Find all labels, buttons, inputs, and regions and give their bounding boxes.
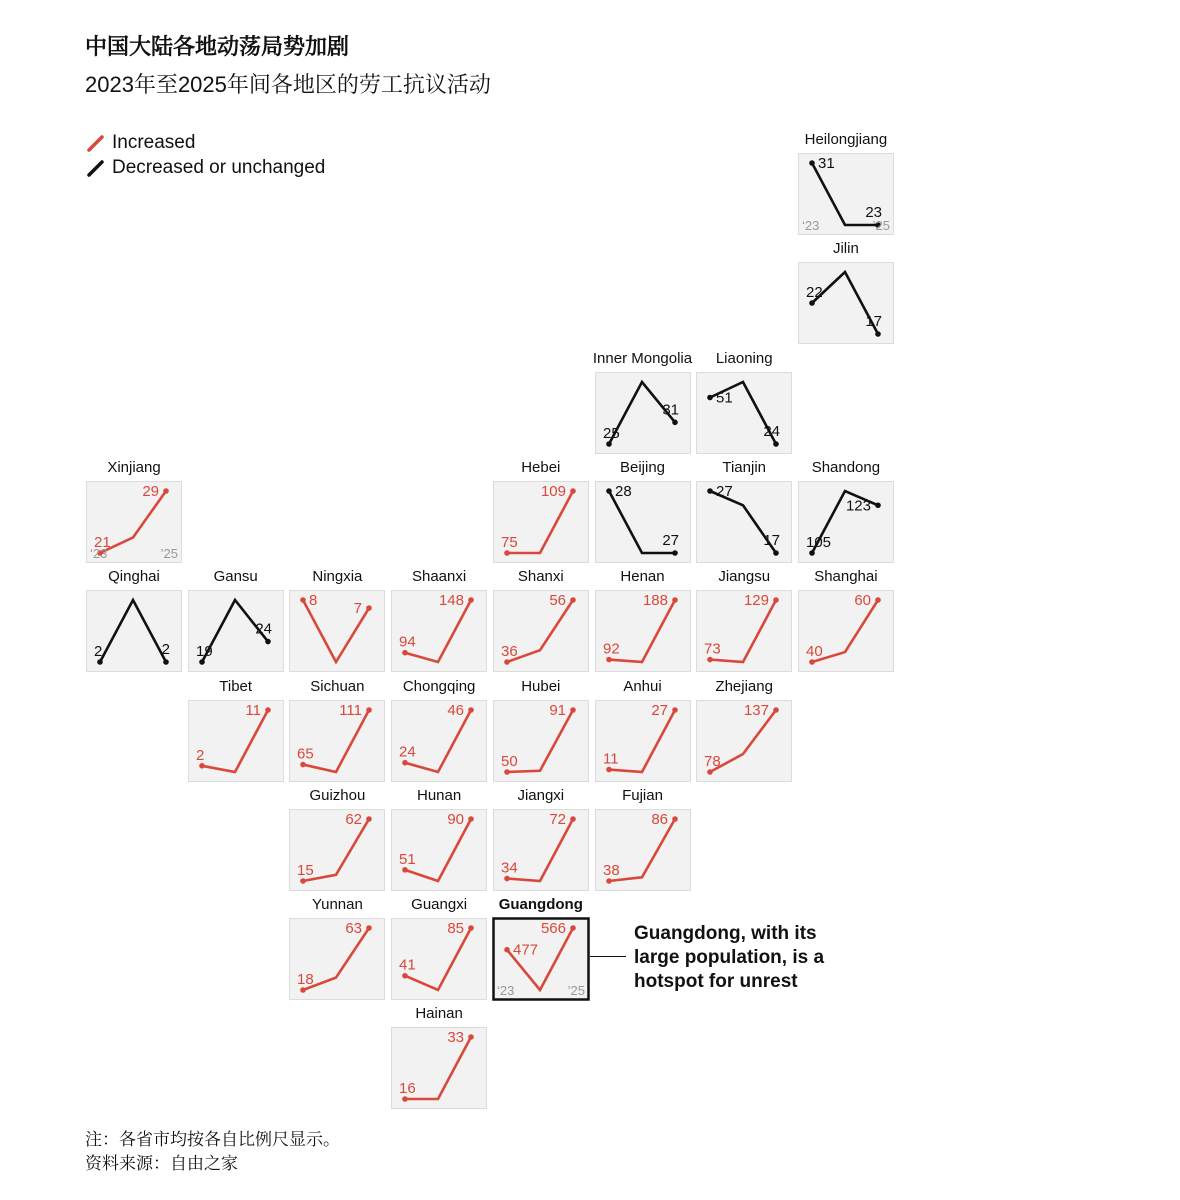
value-label-2023: 92	[602, 640, 620, 658]
region-label: Tibet	[219, 677, 253, 695]
value-label-2025: 90	[447, 810, 465, 828]
sparkline-chart	[289, 700, 385, 782]
annotation-guangdong: Guangdong, with its large population, is a hotspot for unrest	[634, 923, 825, 992]
value-label-2025: 33	[447, 1029, 465, 1047]
year-label-end: ’25	[160, 545, 178, 561]
region-label: Shanxi	[517, 568, 564, 586]
region-tile-anhui	[595, 677, 691, 782]
value-label-2025: 111	[339, 701, 363, 719]
point-2025	[163, 488, 169, 494]
value-label-2023: 65	[297, 745, 315, 763]
region-tile-inner-mongolia	[592, 349, 693, 454]
point-2025	[570, 816, 576, 822]
footer	[85, 1128, 340, 1176]
value-label-2025: 24	[255, 620, 272, 638]
region-label: Tianjin	[722, 458, 766, 476]
region-tile-fujian	[595, 786, 691, 891]
point-2023	[809, 659, 815, 665]
year-label-end: ’25	[872, 218, 890, 233]
value-label-2023: 15	[297, 861, 315, 879]
point-2025	[468, 925, 474, 931]
value-label-2025: 27	[650, 701, 668, 719]
region-label: Yunnan	[311, 896, 363, 914]
point-2023	[97, 659, 103, 665]
value-label-2023: 27	[716, 482, 733, 500]
value-label-2025: 63	[345, 920, 363, 938]
value-label-2023: 51	[399, 850, 416, 868]
region-label: Fujian	[622, 786, 663, 804]
point-2023	[402, 867, 408, 873]
value-label-2023: 51	[716, 389, 733, 407]
region-tile-tibet	[188, 677, 284, 782]
value-label-2025: 188	[642, 592, 668, 610]
year-label-start: ‘23	[90, 545, 108, 561]
region-tile-jiangxi	[493, 786, 589, 891]
region-tile-shanghai	[798, 568, 894, 672]
sparkline-chart	[289, 590, 385, 672]
point-2023	[199, 659, 205, 665]
sparkline-chart	[391, 918, 487, 1000]
sparkline-chart	[595, 481, 691, 563]
point-2025	[773, 441, 779, 447]
sparkline-chart	[595, 372, 691, 454]
point-2025	[773, 707, 779, 713]
point-2023	[707, 488, 713, 494]
year-label-end: ’25	[567, 983, 585, 999]
point-2023	[199, 763, 205, 769]
region-tile-hubei	[493, 677, 589, 782]
value-label-2025: 23	[865, 204, 882, 221]
region-tile-qinghai	[86, 568, 182, 672]
point-2025	[570, 597, 576, 603]
value-label-2023: 31	[817, 155, 835, 172]
point-2023	[301, 878, 307, 884]
region-label: Hunan	[416, 786, 462, 804]
point-2025	[570, 488, 576, 494]
value-label-2023: 8	[309, 592, 318, 610]
annotation-leader-line	[590, 956, 626, 957]
value-label-2025: 17	[763, 531, 781, 549]
sparkline-chart	[595, 809, 691, 891]
point-2025	[773, 597, 779, 603]
region-label: Guangxi	[411, 896, 468, 914]
point-2023	[504, 769, 510, 775]
region-tile-guangdong	[493, 896, 589, 1000]
region-label: Chongqing	[402, 677, 476, 695]
value-label-2023: 24	[399, 743, 416, 761]
point-2023	[402, 759, 408, 765]
point-2023	[504, 947, 510, 953]
region-label: Qinghai	[108, 568, 160, 586]
sparkline-chart	[493, 590, 589, 672]
region-tile-shandong	[798, 458, 894, 563]
point-2023	[707, 769, 713, 775]
sparkline-chart	[696, 372, 792, 454]
point-2025	[367, 605, 373, 611]
value-label-2025: 72	[549, 810, 566, 828]
region-label: Gansu	[213, 568, 258, 586]
sparkline-chart	[289, 809, 385, 891]
region-tile-beijing	[595, 458, 691, 563]
point-2025	[468, 597, 474, 603]
value-label-2023: 22	[805, 284, 823, 302]
value-label-2023: 94	[399, 633, 416, 651]
value-label-2023: 41	[399, 956, 416, 974]
sparkline-chart	[595, 700, 691, 782]
point-2023	[301, 761, 307, 767]
region-tile-liaoning	[696, 349, 792, 454]
value-label-2023: 34	[500, 859, 518, 877]
region-tile-sichuan	[289, 677, 385, 782]
sparkline-chart	[696, 481, 792, 563]
footer-note: 注：各省市均按各自比例尺显示。	[85, 1130, 340, 1149]
point-2023	[606, 441, 612, 447]
footer-source: 资料来源：自由之家	[85, 1154, 238, 1173]
region-label: Xinjiang	[107, 458, 161, 476]
point-2025	[672, 707, 678, 713]
point-2023	[606, 657, 612, 663]
point-2023	[809, 550, 815, 556]
point-2023	[504, 550, 510, 556]
value-label-2023: 36	[500, 643, 518, 661]
region-tile-guangxi	[391, 896, 487, 1000]
sparkline-chart	[595, 590, 691, 672]
point-2023	[707, 657, 713, 663]
region-label: Ningxia	[312, 568, 363, 586]
sparkline-chart	[798, 481, 894, 563]
value-label-2025: 91	[549, 701, 566, 719]
region-label: Hebei	[521, 458, 561, 476]
value-label-2023: 38	[602, 861, 620, 879]
value-label-2025: 2	[161, 641, 170, 659]
value-label-2023: 11	[602, 750, 619, 768]
point-2025	[468, 1035, 474, 1041]
region-tile-shaanxi	[391, 568, 487, 672]
sparkline-chart	[391, 1027, 487, 1109]
point-2025	[468, 707, 474, 713]
sparkline-chart	[188, 700, 284, 782]
region-tile-zhejiang	[696, 677, 792, 782]
point-2023	[707, 394, 713, 400]
region-tile-chongqing	[391, 677, 487, 782]
point-2025	[875, 502, 881, 508]
region-tile-ningxia	[289, 568, 385, 672]
legend-decreased-label: Decreased or unchanged	[112, 156, 326, 178]
value-label-2023: 50	[500, 752, 518, 770]
point-2023	[402, 1097, 408, 1103]
region-label: Henan	[620, 568, 665, 586]
point-2025	[570, 925, 576, 931]
sparkline-chart	[391, 590, 487, 672]
value-label-2025: 109	[540, 482, 566, 500]
sparkline-chart	[493, 700, 589, 782]
value-label-2023: 73	[704, 640, 721, 658]
region-label: Guangdong	[498, 896, 583, 914]
year-label-start: ‘23	[801, 218, 820, 233]
value-label-2025: 62	[345, 810, 363, 828]
region-label: Guizhou	[309, 786, 366, 804]
region-label: Hubei	[521, 677, 561, 695]
region-label: Heilongjiang	[804, 131, 888, 148]
point-2025	[468, 816, 474, 822]
sparkline-chart	[391, 700, 487, 782]
point-2025	[570, 707, 576, 713]
region-label: Shaanxi	[411, 568, 467, 586]
value-label-2025: 86	[650, 810, 668, 828]
value-label-2023: 78	[704, 752, 721, 770]
year-label-start: ‘23	[496, 983, 515, 999]
region-tile-hebei	[493, 458, 589, 563]
point-2023	[606, 488, 612, 494]
value-label-2023: 21	[94, 533, 111, 551]
point-2023	[809, 300, 815, 306]
value-label-2023: 19	[195, 643, 213, 661]
value-label-2025: 24	[763, 422, 781, 440]
value-label-2025: 7	[354, 600, 363, 618]
point-2023	[301, 987, 307, 993]
point-2023	[504, 659, 510, 665]
sparkline-chart	[493, 809, 589, 891]
sparkline-chart	[289, 918, 385, 1000]
value-label-2025: 85	[447, 920, 465, 938]
region-label: Zhejiang	[715, 677, 773, 695]
point-2025	[672, 597, 678, 603]
value-label-2023: 105	[805, 533, 831, 551]
sparkline-chart	[696, 590, 792, 672]
point-2023	[402, 973, 408, 979]
value-label-2025: 31	[661, 400, 679, 418]
value-label-2025: 137	[744, 701, 770, 719]
value-label-2025: 129	[744, 592, 770, 610]
region-tile-yunnan	[289, 896, 385, 1000]
point-2025	[265, 639, 271, 645]
point-2023	[809, 160, 815, 166]
chart-title: 中国大陆各地动荡局势加剧	[85, 34, 350, 59]
sparkline-chart	[391, 809, 487, 891]
region-tile-gansu	[188, 568, 284, 672]
point-2025	[367, 707, 373, 713]
value-label-2023: 28	[614, 482, 632, 500]
point-2025	[672, 550, 678, 556]
point-2025	[773, 550, 779, 556]
region-label: Shanghai	[814, 568, 878, 586]
value-label-2023: 40	[805, 643, 823, 661]
region-tile-shanxi	[493, 568, 589, 672]
region-label: Shandong	[811, 458, 881, 476]
value-label-2025: 46	[447, 701, 465, 719]
value-label-2023: 16	[399, 1080, 416, 1098]
point-2025	[875, 597, 881, 603]
value-label-2025: 17	[865, 313, 882, 331]
region-label: Anhui	[623, 677, 662, 695]
region-tile-henan	[595, 568, 691, 672]
value-label-2025: 60	[854, 592, 871, 610]
value-label-2023: 25	[602, 424, 620, 442]
region-tile-hainan	[391, 1005, 487, 1109]
value-label-2023: 2	[94, 643, 103, 661]
point-2025	[265, 707, 271, 713]
sparkline-chart	[86, 590, 182, 672]
point-2025	[875, 331, 881, 337]
point-2025	[163, 659, 169, 665]
region-label: Sichuan	[310, 677, 365, 695]
region-label: Jiangsu	[718, 568, 771, 586]
point-2023	[402, 650, 408, 656]
value-label-2025: 11	[245, 701, 261, 719]
region-tile-tianjin	[696, 458, 792, 563]
sparkline-chart	[798, 590, 894, 672]
value-label-2025: 123	[845, 497, 871, 515]
region-label: Inner Mongolia	[592, 349, 693, 367]
point-2025	[672, 419, 678, 425]
point-2023	[301, 597, 307, 603]
region-label: Liaoning	[715, 349, 773, 367]
value-label-2025: 27	[661, 531, 679, 549]
value-label-2023: 75	[500, 533, 518, 551]
point-2023	[606, 878, 612, 884]
point-2025	[367, 925, 373, 931]
region-label: Jilin	[832, 240, 859, 258]
region-tile-guizhou	[289, 786, 385, 891]
sparkline-chart	[493, 918, 589, 1000]
sparkline-chart	[188, 590, 284, 672]
point-2025	[367, 816, 373, 822]
value-label-2023: 2	[195, 746, 205, 764]
legend-increased-label: Increased	[112, 131, 196, 153]
region-tile-hunan	[391, 786, 487, 891]
point-2023	[606, 766, 612, 772]
region-tile-xinjiang	[86, 458, 182, 563]
region-label: Hainan	[415, 1005, 463, 1023]
sparkline-chart	[696, 700, 792, 782]
point-2023	[504, 876, 510, 882]
value-label-2025: 148	[439, 592, 465, 610]
sparkline-chart	[798, 262, 894, 344]
region-label: Beijing	[619, 458, 666, 476]
value-label-2023: 477	[512, 941, 538, 959]
region-tile-jilin	[798, 240, 894, 344]
value-label-2023: 18	[297, 971, 315, 989]
value-label-2025: 29	[142, 482, 159, 500]
chart-subtitle: 2023年至2025年间各地区的劳工抗议活动	[85, 72, 491, 97]
point-2025	[672, 816, 678, 822]
sparkline-chart	[493, 481, 589, 563]
value-label-2025: 566	[540, 920, 566, 938]
region-tile-jiangsu	[696, 568, 792, 672]
region-label: Jiangxi	[517, 786, 565, 804]
region-tile-heilongjiang	[798, 131, 894, 235]
sparkline-chart	[798, 153, 894, 235]
value-label-2025: 56	[549, 592, 566, 610]
sparkline-chart	[86, 481, 182, 563]
